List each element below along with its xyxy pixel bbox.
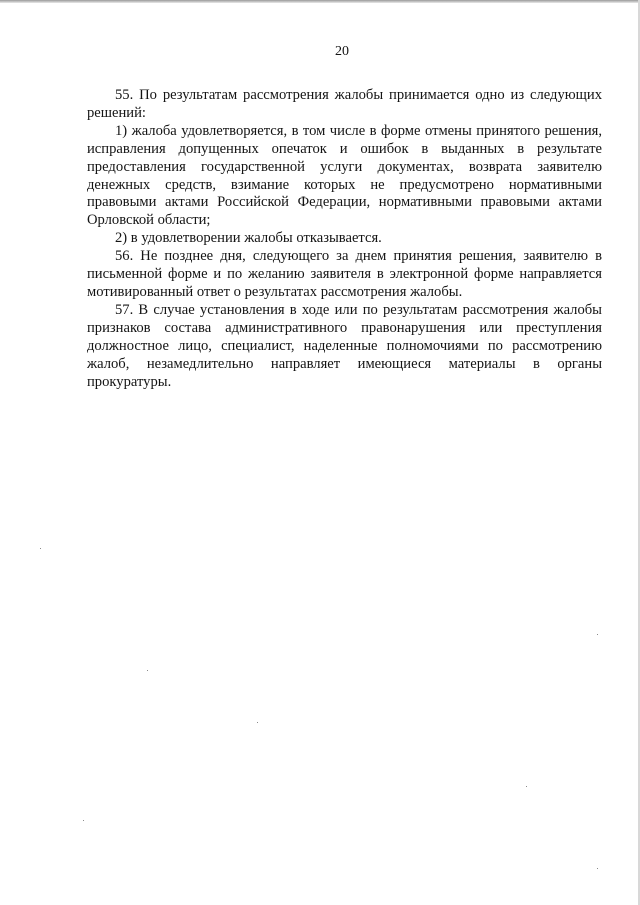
document-body (87, 87, 602, 391)
scan-speck (597, 634, 598, 635)
scan-speck (257, 722, 258, 723)
paragraph-56: 56. Не позднее дня, следующего за днем принятия решения, заявителю в письменной форме и по желанию заявителя в электронной форме направляется мотивированный ответ о результатах рассмотрения жалобы. (87, 248, 602, 300)
scan-speck (597, 868, 598, 869)
page-number: 20 (335, 44, 349, 59)
scan-speck (147, 670, 148, 671)
paragraph-55: 55. По результатам рассмотрения жалобы принимается одно из следующих решений: (87, 87, 602, 121)
paragraph-55-item-2: 2) в удовлетворении жалобы отказывается. (115, 230, 382, 247)
scan-speck (83, 820, 84, 821)
paragraph-57: 57. В случае установления в ходе или по результатам рассмотрения жалобы признаков состава административного правонарушения или преступления должностное лицо, специалист, наделенные полномочиями по рассмотрению жалоб, незамедлительно направляет имеющиеся материалы в органы прокуратуры. (87, 301, 602, 390)
paragraph-55-item-1: 1) жалоба удовлетворяется, в том числе в форме отмены принятого решения, исправления допущенных опечаток и ошибок в выданных в результате предоставления государственной услуги документах, возврата заявителю денежных средств, взимание которых не предусмотрено нормативными правовыми актами Российской Федерации, нормативными правовыми актами Орловской области; (87, 122, 602, 229)
scan-speck (40, 548, 41, 549)
scan-edge-top (0, 0, 640, 3)
scan-speck (526, 786, 527, 787)
